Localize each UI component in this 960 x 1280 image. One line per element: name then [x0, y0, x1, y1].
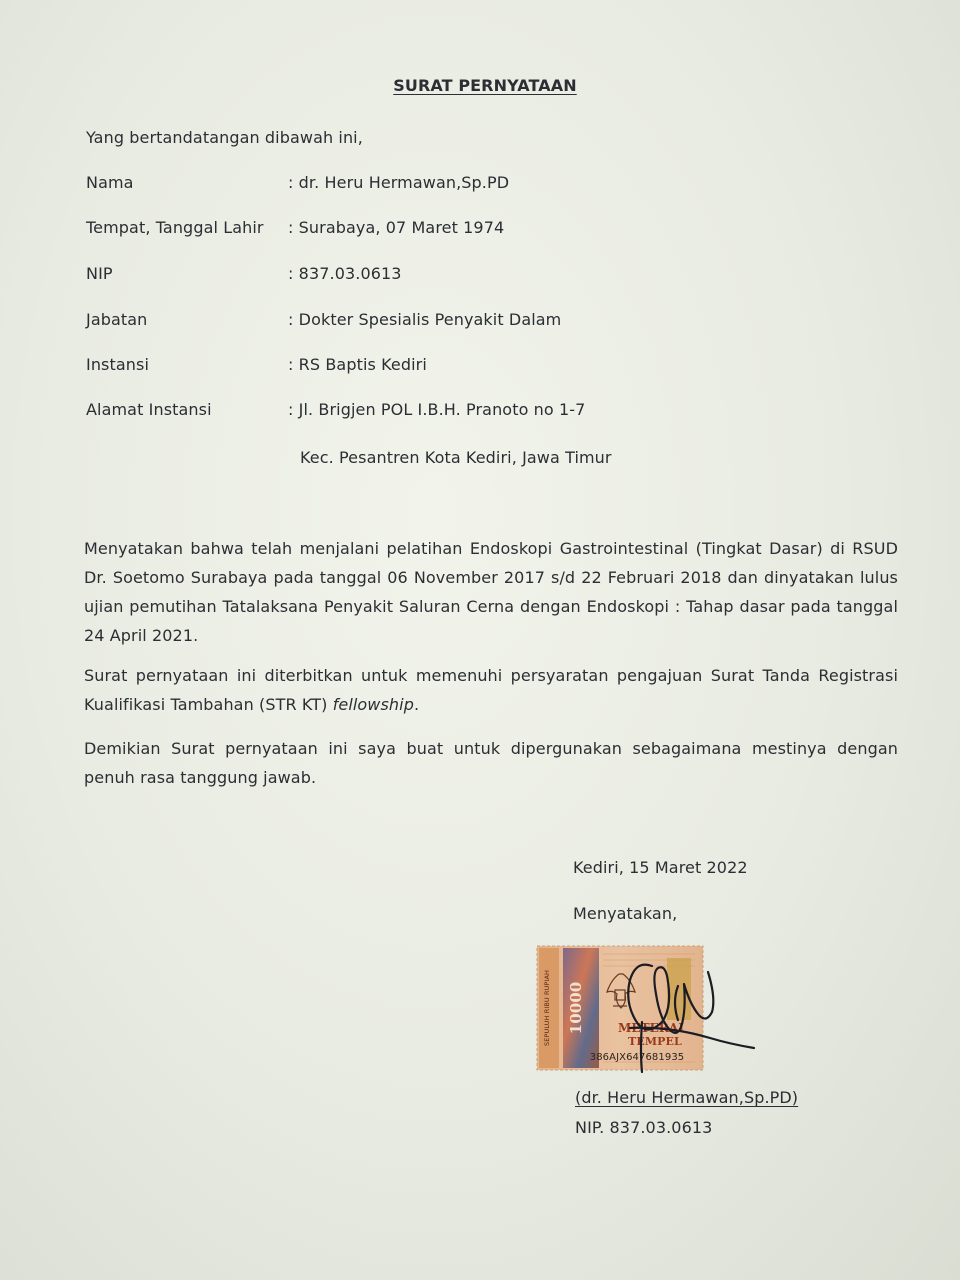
field-value: : Surabaya, 07 Maret 1974: [288, 218, 505, 237]
field-value: : 837.03.0613: [288, 264, 402, 283]
field-label: Nama: [86, 173, 134, 192]
field-value: : RS Baptis Kediri: [288, 355, 427, 374]
stamp-side-text: SEPULUH RIBU RUPIAH: [543, 970, 551, 1046]
stamp-serial: 386AJX647681935: [589, 1052, 685, 1063]
field-label: Tempat, Tanggal Lahir: [86, 218, 264, 237]
paragraph-purpose: [84, 661, 898, 719]
paragraph-purpose-italic: fellowship: [332, 695, 414, 714]
field-label: Alamat Instansi: [86, 400, 212, 419]
declare-label: Menyatakan,: [573, 904, 678, 923]
field-label: Jabatan: [86, 310, 148, 329]
signer-name: (dr. Heru Hermawan,Sp.PD): [575, 1088, 799, 1107]
signature-icon: [560, 942, 770, 1092]
stamp-label-top: METERAI: [617, 1021, 685, 1035]
paragraph-statement: Menyatakan bahwa telah menjalani pelatihan Endoskopi Gastrointestinal (Tingkat Dasar) di RSUD Dr. Soetomo Surabaya pada tanggal 06 November 2017 s/d 22 Februari 2018 dan dinyatakan lulus ujian pemutihan Tatalaksana Penyakit Saluran Cerna dengan Endoskopi : Tahap dasar pada tanggal 24 April 2021.: [84, 539, 898, 645]
stamp-label-bottom: TEMPEL: [628, 1035, 682, 1048]
field-label: Instansi: [86, 355, 149, 374]
stamp-value: 10000: [567, 981, 585, 1035]
field-value: : Jl. Brigjen POL I.B.H. Pranoto no 1-7: [288, 400, 586, 419]
signer-nip: NIP. 837.03.0613: [575, 1118, 713, 1137]
field-value: : Dokter Spesialis Penyakit Dalam: [288, 310, 562, 329]
paragraph-purpose-end: .: [413, 695, 420, 714]
address-line-2: Kec. Pesantren Kota Kediri, Jawa Timur: [300, 448, 612, 467]
paragraph-closing: Demikian Surat pernyataan ini saya buat untuk dipergunakan sebagaimana mestinya dengan penuh rasa tanggung jawab.: [84, 739, 898, 787]
intro-text: Yang bertandatangan dibawah ini,: [86, 128, 363, 147]
document-title: SURAT PERNYATAAN: [393, 76, 577, 95]
paragraph-purpose-main: Surat pernyataan ini diterbitkan untuk memenuhi persyaratan pengajuan Surat Tanda Registrasi Kualifikasi Tambahan (STR KT): [84, 666, 898, 714]
field-value: : dr. Heru Hermawan,Sp.PD: [288, 173, 510, 192]
place-date: Kediri, 15 Maret 2022: [573, 858, 748, 877]
field-label: NIP: [86, 264, 113, 283]
